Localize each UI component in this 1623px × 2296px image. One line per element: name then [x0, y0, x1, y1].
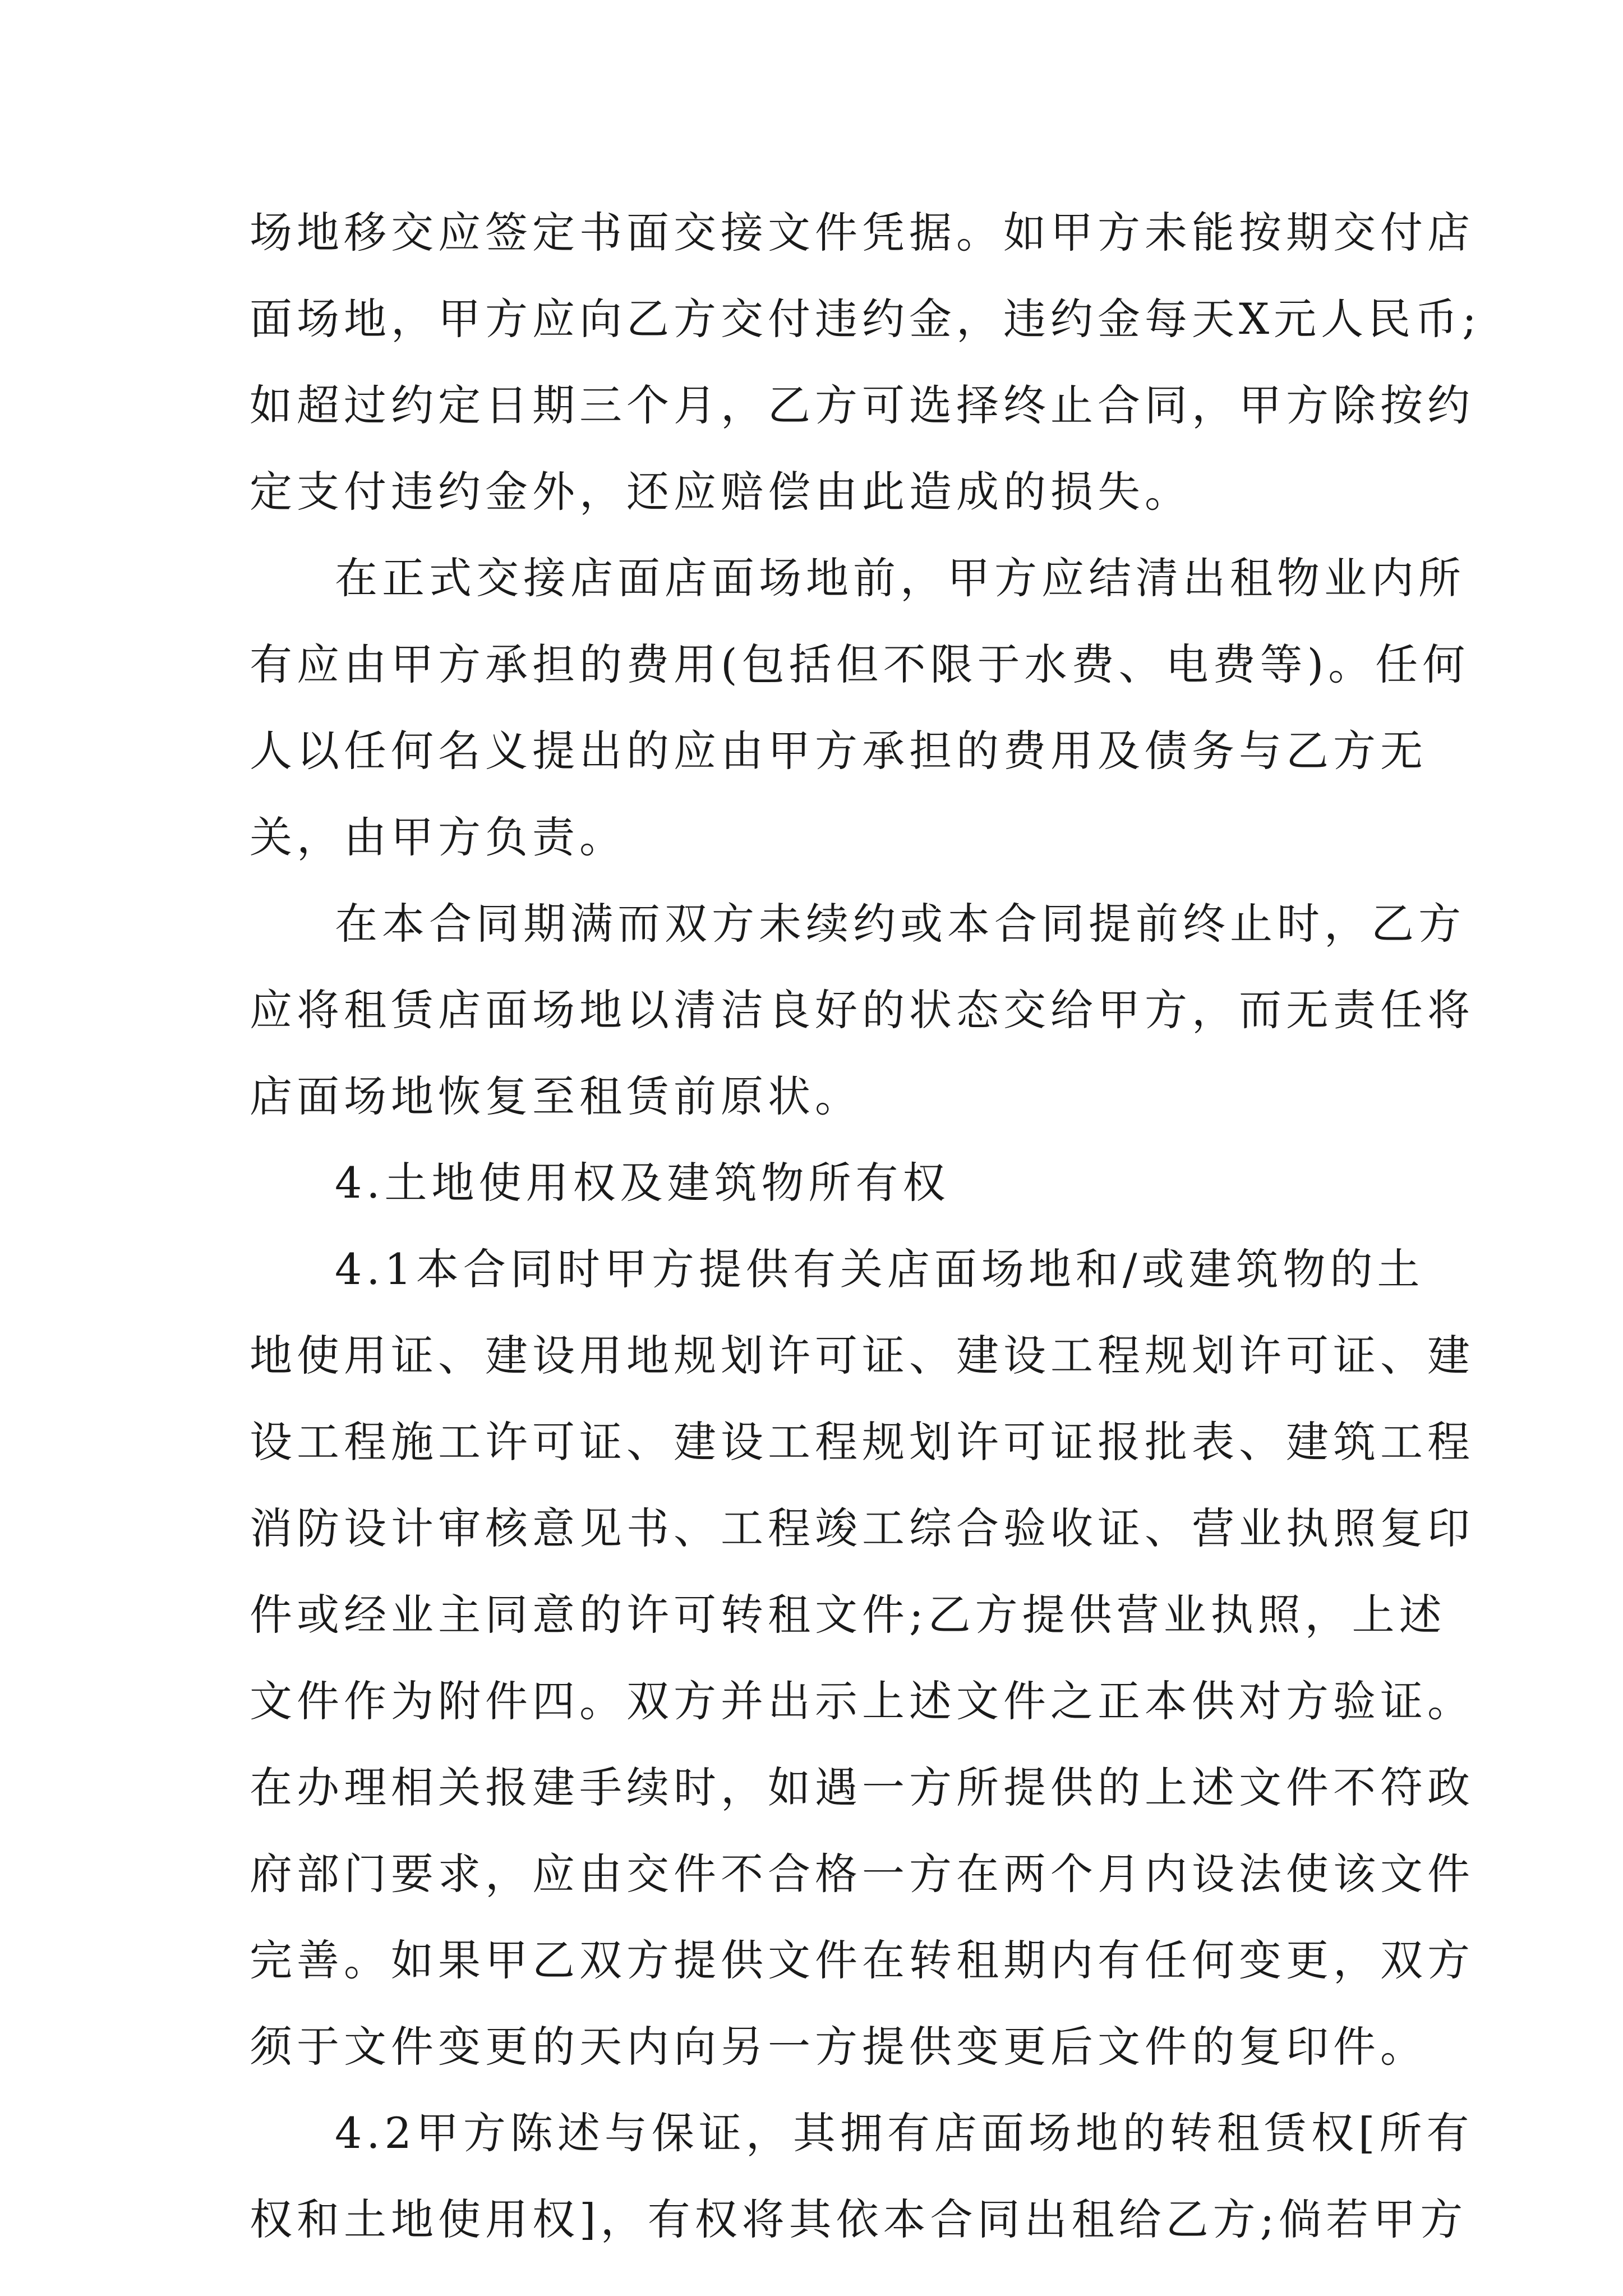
text-line: 店面场地恢复至租赁前原状。: [250, 1071, 862, 1121]
text-line: 完善。如果甲乙双方提供文件在转租期内有任何变更，双方: [250, 1935, 1474, 1985]
text-line: 须于文件变更的天内向另一方提供变更后文件的复印件。: [250, 2022, 1427, 2072]
text-line: 设工程施工许可证、建设工程规划许可证报批表、建筑工程: [250, 1417, 1474, 1467]
text-line: 4.2甲方陈述与保证，其拥有店面场地的转租赁权[所有: [335, 2108, 1474, 2158]
text-line: 4.土地使用权及建筑物所有权: [335, 1158, 950, 1208]
text-line: 在正式交接店面店面场地前，甲方应结清出租物业内所: [335, 553, 1465, 603]
text-line: 关，由甲方负责。: [250, 812, 626, 862]
text-line: 如超过约定日期三个月，乙方可选择终止合同，甲方除按约: [250, 380, 1474, 430]
text-line: 4.1本合同时甲方提供有关店面场地和/或建筑物的土: [335, 1244, 1424, 1294]
text-line: 地使用证、建设用地规划许可证、建设工程规划许可证、建: [250, 1331, 1474, 1381]
text-line: 件或经业主同意的许可转租文件;乙方提供营业执照，上述: [250, 1590, 1446, 1640]
text-line: 定支付违约金外，还应赔偿由此造成的损失。: [250, 467, 1192, 517]
text-line: 场地移交应签定书面交接文件凭据。如甲方未能按期交付店: [250, 208, 1474, 257]
text-line: 消防设计审核意见书、工程竣工综合验收证、营业执照复印: [250, 1503, 1474, 1553]
text-line: 面场地，甲方应向乙方交付违约金，违约金每天X元人民币;: [250, 294, 1481, 344]
text-line: 应将租赁店面场地以清洁良好的状态交给甲方，而无责任将: [250, 985, 1474, 1035]
text-line: 在本合同期满而双方未续约或本合同提前终止时，乙方: [335, 899, 1465, 949]
text-line: 权和土地使用权]，有权将其依本合同出租给乙方;倘若甲方: [250, 2194, 1468, 2244]
text-line: 文件作为附件四。双方并出示上述文件之正本供对方验证。: [250, 1676, 1474, 1726]
text-line: 有应由甲方承担的费用(包括但不限于水费、电费等)。任何: [250, 639, 1470, 689]
text-line: 在办理相关报建手续时，如遇一方所提供的上述文件不符政: [250, 1763, 1474, 1812]
text-line: 人以任何名义提出的应由甲方承担的费用及债务与乙方无: [250, 726, 1427, 776]
text-line: 府部门要求，应由交件不合格一方在两个月内设法使该文件: [250, 1849, 1474, 1899]
